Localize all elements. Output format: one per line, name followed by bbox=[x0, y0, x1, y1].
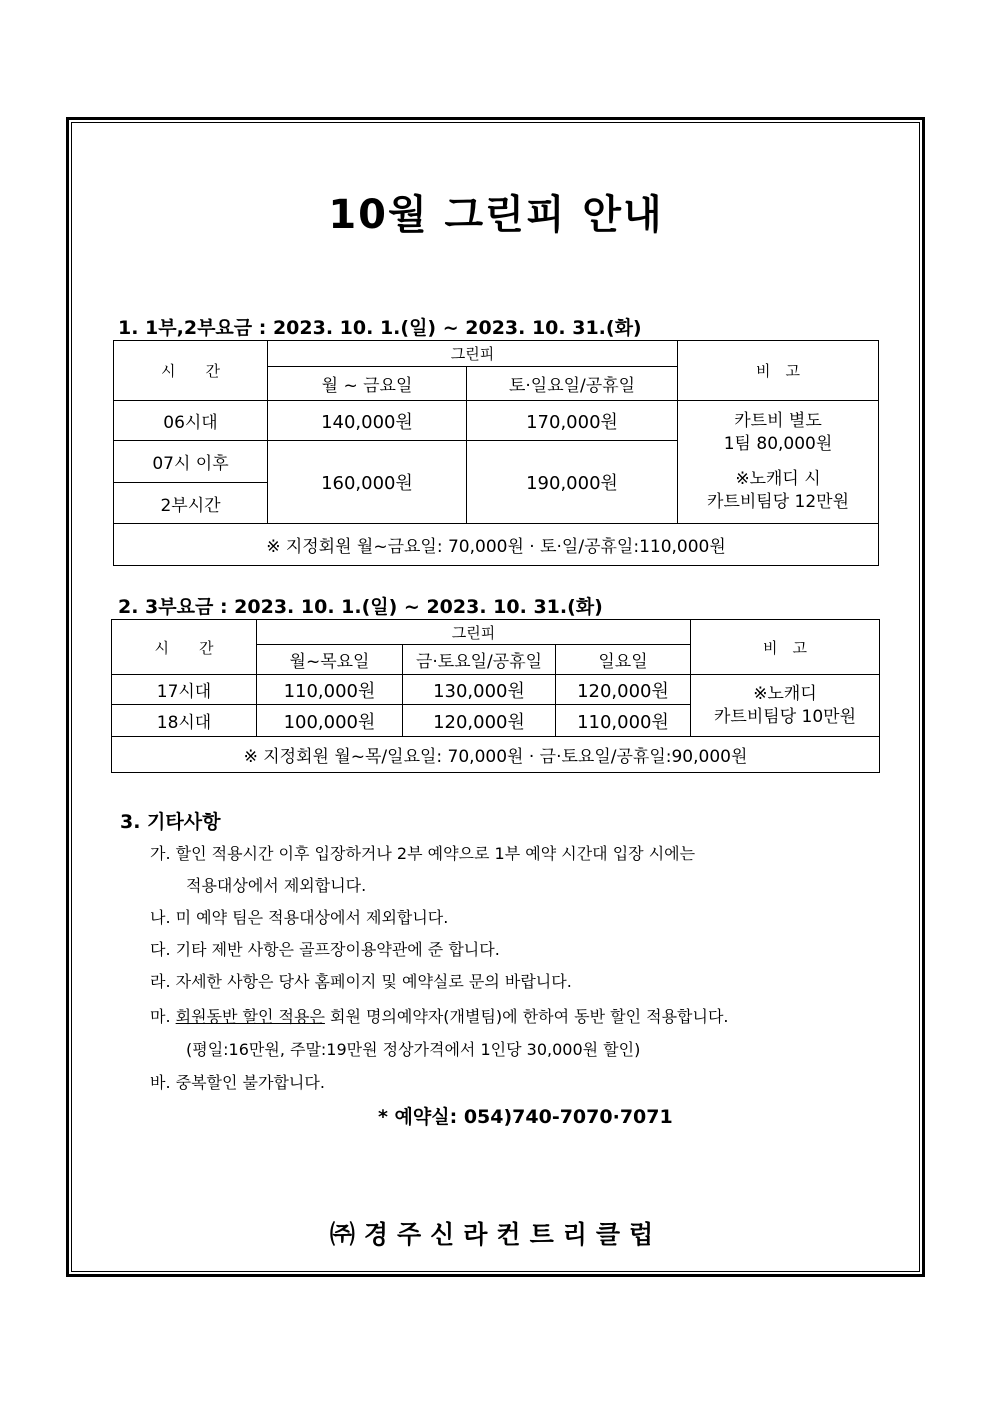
note-line: ※노캐디 bbox=[753, 683, 817, 704]
weekend-price: 170,000원 bbox=[467, 401, 678, 441]
time-cell: 2부시간 bbox=[114, 483, 268, 524]
sun-price: 120,000원 bbox=[556, 675, 691, 705]
col-note-header: 비 고 bbox=[691, 620, 880, 675]
list-item: 적용대상에서 제외합니다. bbox=[186, 876, 367, 895]
list-marker: 마. bbox=[150, 1007, 171, 1026]
time-cell: 18시대 bbox=[112, 705, 257, 737]
col-greenfee-header: 그린피 bbox=[268, 341, 678, 367]
note-line: 1팀 80,000원 bbox=[723, 434, 833, 454]
col-sun-header: 일요일 bbox=[556, 645, 691, 675]
note-line: 카트비 별도 bbox=[734, 411, 822, 431]
weekend-price: 190,000원 bbox=[467, 441, 678, 524]
highlight-text: 회원동반 할인 적용은 bbox=[175, 1007, 325, 1026]
col-greenfee-header: 그린피 bbox=[257, 620, 691, 645]
fri-sat-price: 120,000원 bbox=[403, 705, 556, 737]
section2-fee-table bbox=[111, 619, 880, 773]
fri-sat-price: 130,000원 bbox=[403, 675, 556, 705]
col-mon-thu-header: 월~목요일 bbox=[257, 645, 403, 675]
col-weekday-header: 월 ~ 금요일 bbox=[268, 367, 467, 401]
page-title: 10월 그린피 안내 bbox=[328, 192, 664, 238]
reservation-phone: * 예약실: 054)740-7070·7071 bbox=[378, 1106, 673, 1128]
list-item: 다. 기타 제반 사항은 골프장이용약관에 준 합니다. bbox=[150, 940, 500, 959]
list-item bbox=[150, 1004, 729, 1027]
company-name: ㈜경주신라컨트리클럽 bbox=[329, 1220, 663, 1249]
col-fri-sat-header: 금·토요일/공휴일 bbox=[403, 645, 556, 675]
mon-thu-price: 100,000원 bbox=[257, 705, 403, 737]
note-line bbox=[678, 456, 878, 468]
note-line: 카트비팀당 10만원 bbox=[714, 706, 856, 727]
list-text: 회원 명의예약자(개별팀)에 한하여 동반 할인 적용합니다. bbox=[330, 1007, 729, 1026]
list-item: (평일:16만원, 주말:19만원 정상가격에서 1인당 30,000원 할인) bbox=[186, 1040, 641, 1059]
section3-heading: 3. 기타사항 bbox=[120, 811, 221, 833]
time-cell: 06시대 bbox=[114, 401, 268, 441]
time-cell: 07시 이후 bbox=[114, 441, 268, 483]
col-weekend-header: 토·일요일/공휴일 bbox=[467, 367, 678, 401]
time-cell: 17시대 bbox=[112, 675, 257, 705]
section1-heading: 1. 1부,2부요금 : 2023. 10. 1.(일) ~ 2023. 10. 31.(화) bbox=[118, 317, 642, 339]
section1-fee-table bbox=[113, 340, 879, 566]
note-line: ※노캐디 시 bbox=[735, 469, 821, 489]
member-note: ※ 지정회원 월~금요일: 70,000원 · 토·일/공휴일:110,000원 bbox=[114, 524, 879, 566]
member-note: ※ 지정회원 월~목/일요일: 70,000원 · 금·토요일/공휴일:90,000원 bbox=[112, 737, 880, 773]
mon-thu-price: 110,000원 bbox=[257, 675, 403, 705]
note-cell bbox=[691, 675, 880, 737]
list-item: 바. 중복할인 불가합니다. bbox=[150, 1073, 325, 1092]
weekday-price: 160,000원 bbox=[268, 441, 467, 524]
list-item: 가. 할인 적용시간 이후 입장하거나 2부 예약으로 1부 예약 시간대 입장 시에는 bbox=[150, 844, 696, 863]
col-time-header: 시 간 bbox=[114, 341, 268, 401]
col-note-header: 비 고 bbox=[678, 341, 879, 401]
sun-price: 110,000원 bbox=[556, 705, 691, 737]
list-item: 나. 미 예약 팀은 적용대상에서 제외합니다. bbox=[150, 908, 449, 927]
section2-heading: 2. 3부요금 : 2023. 10. 1.(일) ~ 2023. 10. 31.(화) bbox=[118, 596, 603, 618]
col-time-header: 시 간 bbox=[112, 620, 257, 675]
note-line: 카트비팀당 12만원 bbox=[707, 492, 850, 512]
weekday-price: 140,000원 bbox=[268, 401, 467, 441]
list-item: 라. 자세한 사항은 당사 홈페이지 및 예약실로 문의 바랍니다. bbox=[150, 972, 572, 991]
note-cell bbox=[678, 401, 879, 524]
